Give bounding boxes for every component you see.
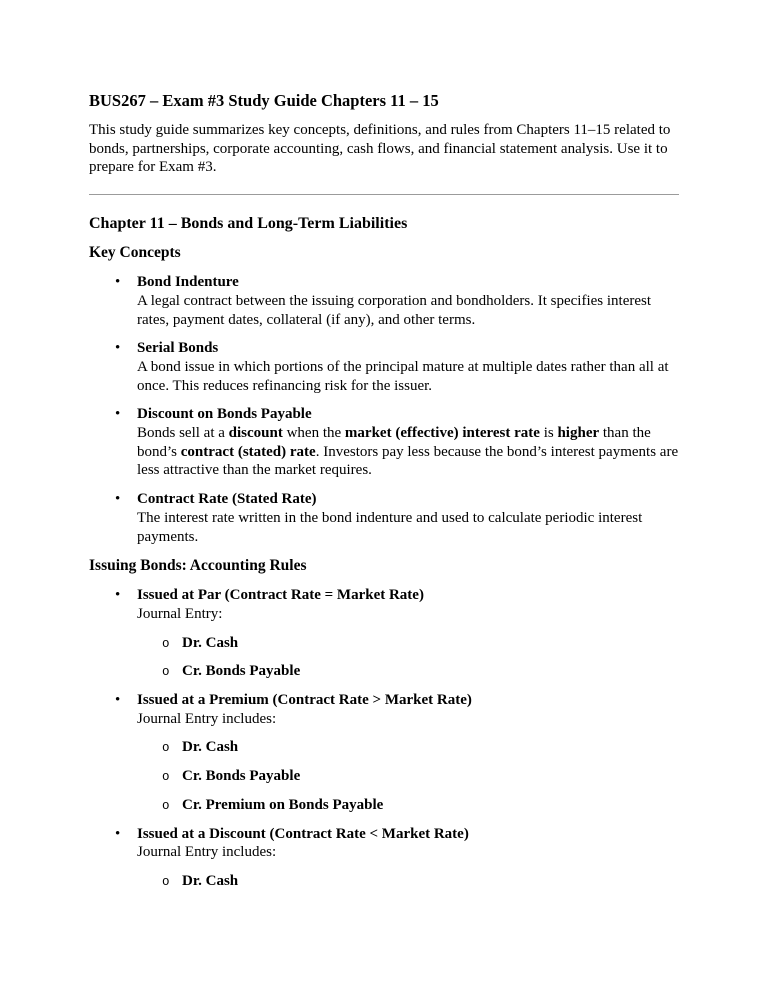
journal-entry-label: Journal Entry: bbox=[137, 605, 223, 622]
description-run: . Investors pay less because the bond’s interest payments are less attractive than the market requires. bbox=[137, 443, 679, 479]
journal-entry-item bbox=[137, 767, 679, 786]
circle-bullet-icon: o bbox=[162, 665, 170, 680]
bullet-icon: • bbox=[115, 491, 121, 508]
key-concepts-heading: Key Concepts bbox=[89, 244, 181, 262]
journal-entry-text: Cr. Premium on Bonds Payable bbox=[182, 796, 384, 813]
bullet-icon: • bbox=[115, 587, 121, 604]
description-run-bold: higher bbox=[557, 425, 600, 442]
journal-entry-item bbox=[137, 738, 679, 757]
circle-bullet-icon: o bbox=[162, 798, 170, 813]
journal-entry-text: Dr. Cash bbox=[182, 872, 239, 889]
description-run-bold: contract (stated) rate bbox=[180, 443, 316, 460]
bullet-icon: • bbox=[115, 340, 121, 357]
description-run: when the bbox=[282, 425, 345, 442]
journal-entry-item bbox=[137, 796, 679, 815]
concept-term: Discount on Bonds Payable bbox=[137, 406, 312, 423]
key-concepts-list bbox=[89, 273, 679, 546]
list-item bbox=[89, 273, 679, 329]
list-item bbox=[89, 405, 679, 480]
journal-entry-item bbox=[137, 634, 679, 653]
circle-bullet-icon: o bbox=[162, 741, 170, 756]
journal-entry-text: Dr. Cash bbox=[182, 739, 239, 756]
journal-entry-text: Cr. Bonds Payable bbox=[182, 768, 301, 785]
bullet-icon: • bbox=[115, 274, 121, 291]
description-run-bold: market (effective) interest rate bbox=[344, 425, 540, 442]
bullet-icon: • bbox=[115, 692, 121, 709]
concept-term: Contract Rate (Stated Rate) bbox=[137, 491, 317, 508]
list-item bbox=[89, 691, 679, 815]
description-run-bold: discount bbox=[228, 425, 283, 442]
list-item bbox=[89, 586, 679, 681]
journal-entry-label: Journal Entry includes: bbox=[137, 844, 277, 861]
rule-term: Issued at a Discount (Contract Rate < Market Rate) bbox=[137, 825, 469, 842]
journal-entry-item bbox=[137, 872, 679, 891]
rule-term: Issued at Par (Contract Rate = Market Rate) bbox=[137, 587, 424, 604]
journal-entry-list bbox=[137, 634, 679, 681]
document-title: BUS267 – Exam #3 Study Guide Chapters 11 – 15 bbox=[89, 91, 439, 110]
circle-bullet-icon: o bbox=[162, 636, 170, 651]
issuing-rules-heading: Issuing Bonds: Accounting Rules bbox=[89, 557, 307, 575]
journal-entry-list bbox=[137, 738, 679, 814]
rule-term: Issued at a Premium (Contract Rate > Market Rate) bbox=[137, 692, 472, 709]
list-item bbox=[89, 825, 679, 891]
bullet-icon: • bbox=[115, 825, 121, 842]
journal-entry-text: Cr. Bonds Payable bbox=[182, 663, 301, 680]
journal-entry-list bbox=[137, 872, 679, 891]
concept-description: A bond issue in which portions of the principal mature at multiple dates rather than all at once. This reduces refinancing risk for the issuer. bbox=[137, 358, 669, 394]
circle-bullet-icon: o bbox=[162, 770, 170, 785]
issuing-rules-list bbox=[89, 586, 679, 890]
list-item bbox=[89, 490, 679, 546]
description-run: Bonds sell at a bbox=[137, 425, 229, 442]
concept-description bbox=[137, 425, 678, 478]
section-divider bbox=[89, 194, 679, 195]
concept-description: A legal contract between the issuing corporation and bondholders. It specifies interest rates, payment dates, collateral (if any), and other terms. bbox=[137, 292, 652, 328]
concept-term: Serial Bonds bbox=[137, 340, 219, 357]
concept-description: The interest rate written in the bond indenture and used to calculate periodic interest payments. bbox=[137, 509, 643, 545]
description-run: is bbox=[539, 425, 558, 442]
chapter-heading: Chapter 11 – Bonds and Long-Term Liabilities bbox=[89, 215, 408, 233]
concept-term: Bond Indenture bbox=[137, 274, 239, 291]
list-item bbox=[89, 339, 679, 395]
circle-bullet-icon: o bbox=[162, 874, 170, 889]
bullet-icon: • bbox=[115, 406, 121, 423]
journal-entry-label: Journal Entry includes: bbox=[137, 710, 277, 727]
intro-paragraph: This study guide summarizes key concepts, definitions, and rules from Chapters 11–15 related to bonds, partnerships, corporate accounting, cash flows, and financial statement analysis. Use it to prepare for Exam #3. bbox=[89, 122, 671, 176]
journal-entry-text: Dr. Cash bbox=[182, 634, 239, 651]
journal-entry-item bbox=[137, 662, 679, 681]
description-run: than the bond’s bbox=[137, 425, 651, 460]
